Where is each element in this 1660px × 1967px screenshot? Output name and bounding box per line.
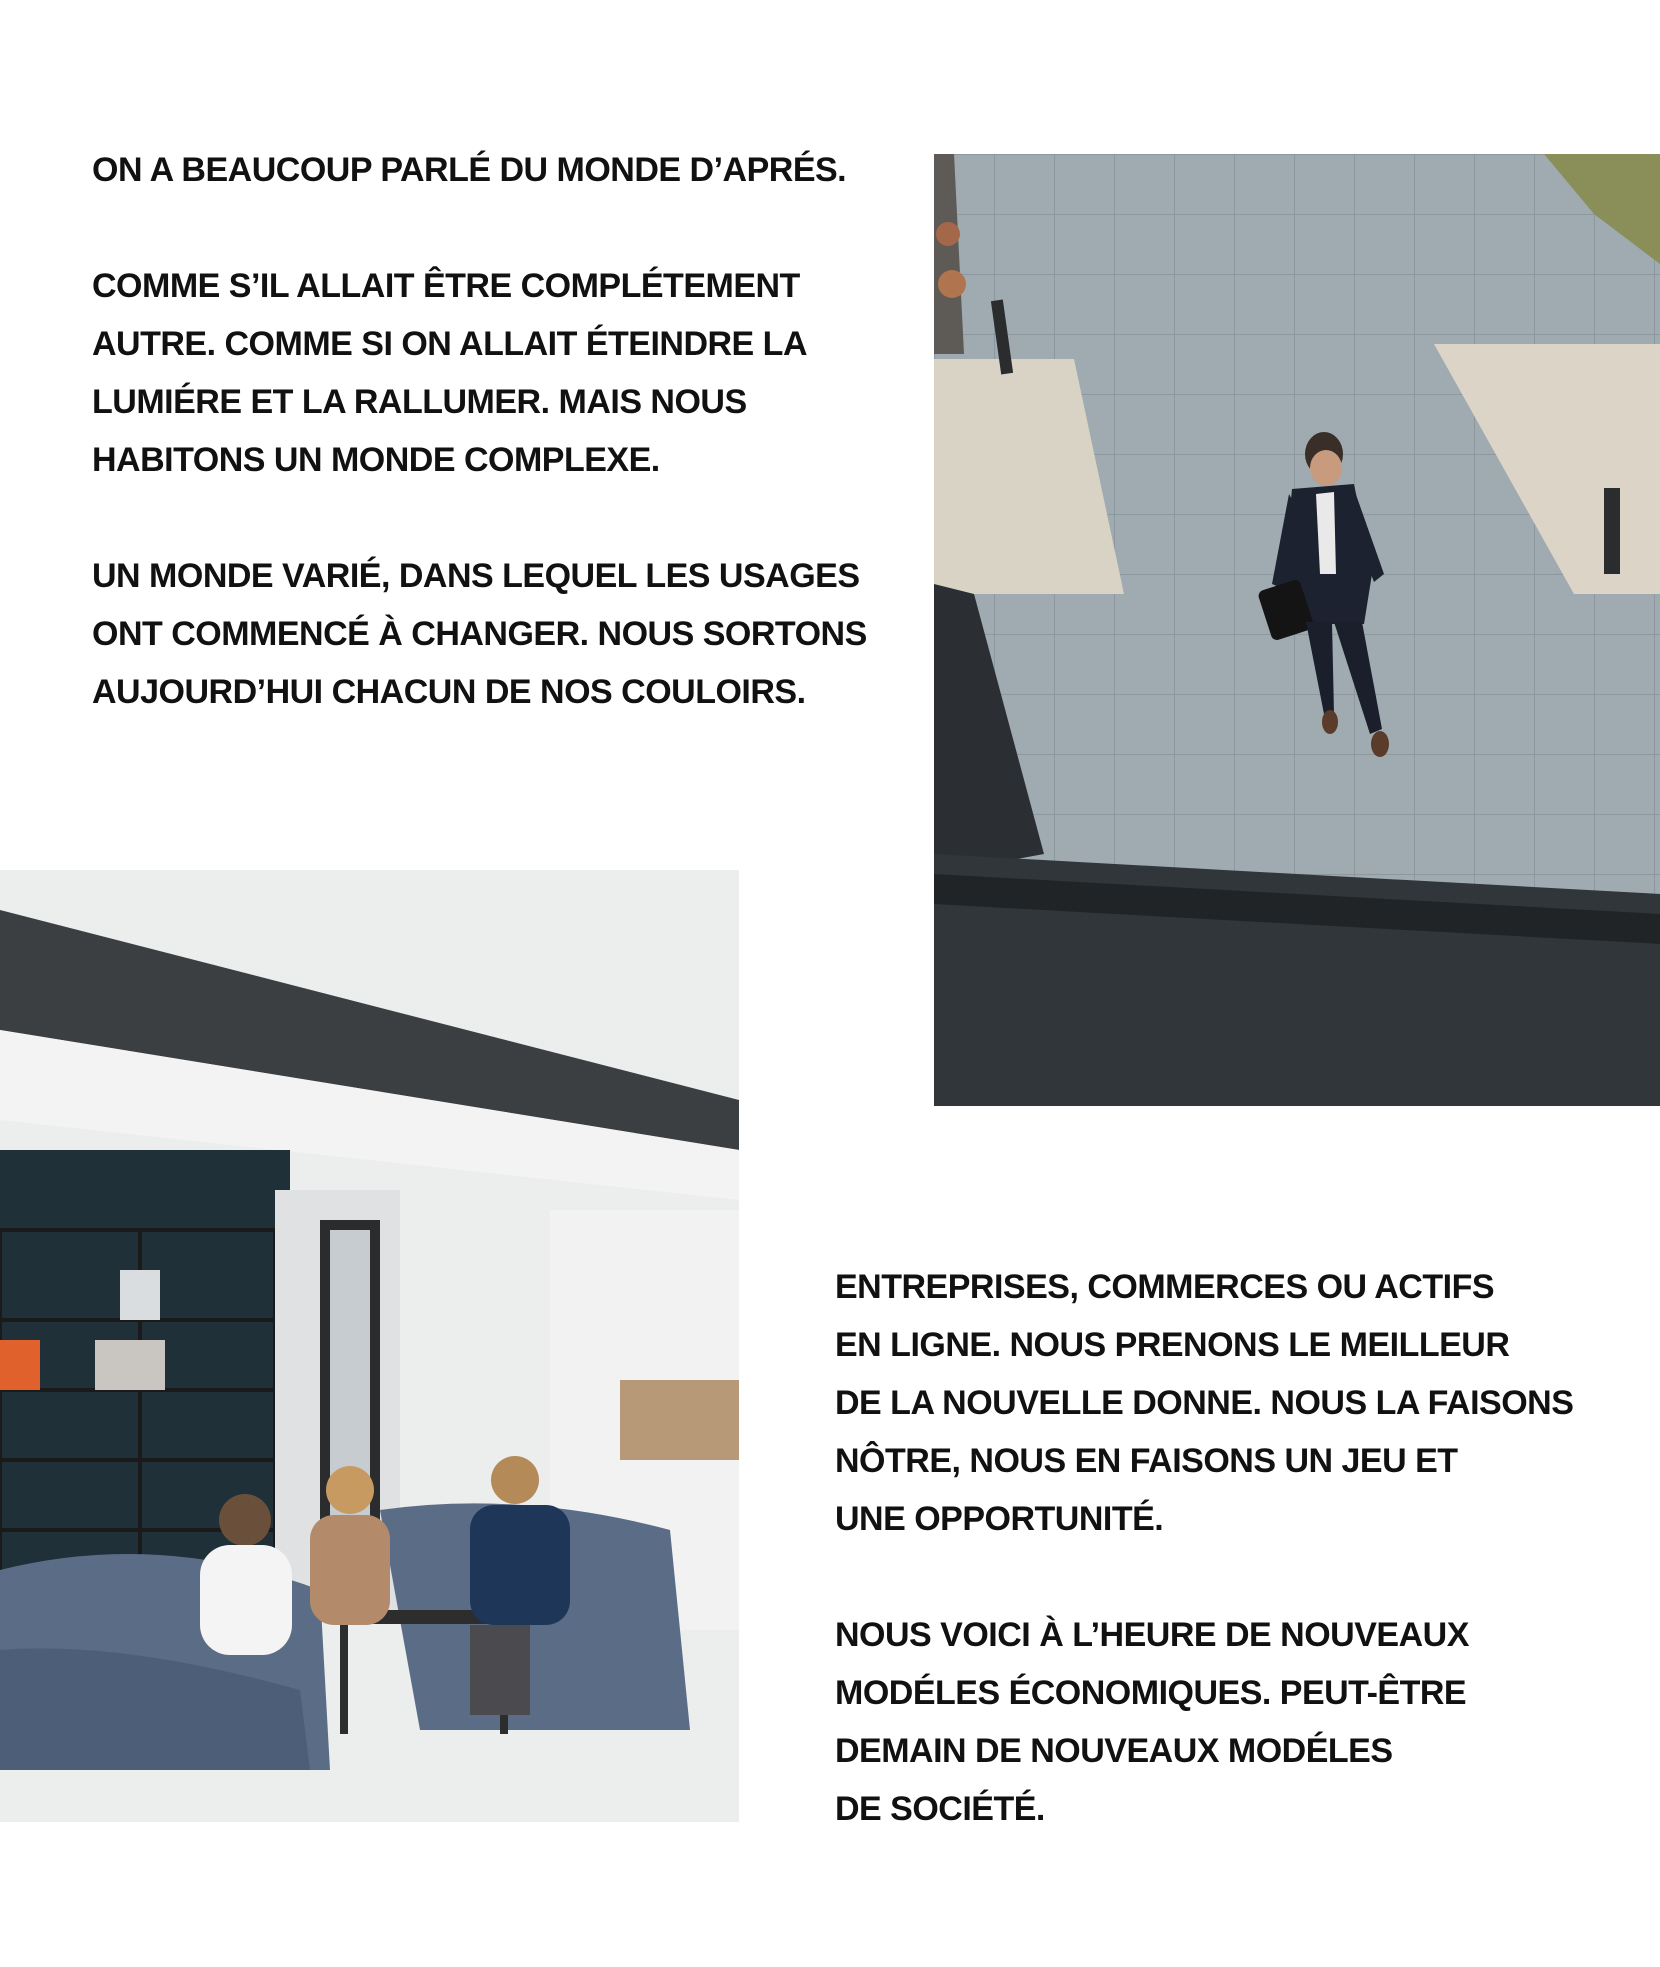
intro-paragraph-2: COMME S’IL ALLAIT ÊTRE COMPLÉTEMENT AUTRE. COMME SI ON ALLAIT ÉTEINDRE LA LUMIÉRE ET LA RALLUMER. MAIS NOUS HABITONS UN MONDE COMPLEXE. xyxy=(92,267,808,479)
closing-paragraph-1: ENTREPRISES, COMMERCES OU ACTIFS EN LIGNE. NOUS PRENONS LE MEILLEUR DE LA NOUVELLE DONNE. NOUS LA FAISONS NÔTRE, NOUS EN FAISONS UN JEU ET UNE OPPORTUNITÉ. xyxy=(835,1268,1574,1538)
lounge-meeting-photo xyxy=(0,870,739,1822)
intro-text-block xyxy=(92,141,912,721)
closing-paragraph-2: NOUS VOICI À L’HEURE DE NOUVEAUX MODÉLES ÉCONOMIQUES. PEUT-ÊTRE DEMAIN DE NOUVEAUX MODÉLES DE SOCIÉTÉ. xyxy=(835,1616,1469,1828)
closing-text-block xyxy=(835,1258,1635,1838)
intro-paragraph-3: UN MONDE VARIÉ, DANS LEQUEL LES USAGES ONT COMMENCÉ À CHANGER. NOUS SORTONS AUJOURD’HUI CHACUN DE NOS COULOIRS. xyxy=(92,557,867,711)
businessman-walking-photo xyxy=(934,154,1660,1106)
intro-paragraph-1: ON A BEAUCOUP PARLÉ DU MONDE D’APRÉS. xyxy=(92,151,847,189)
